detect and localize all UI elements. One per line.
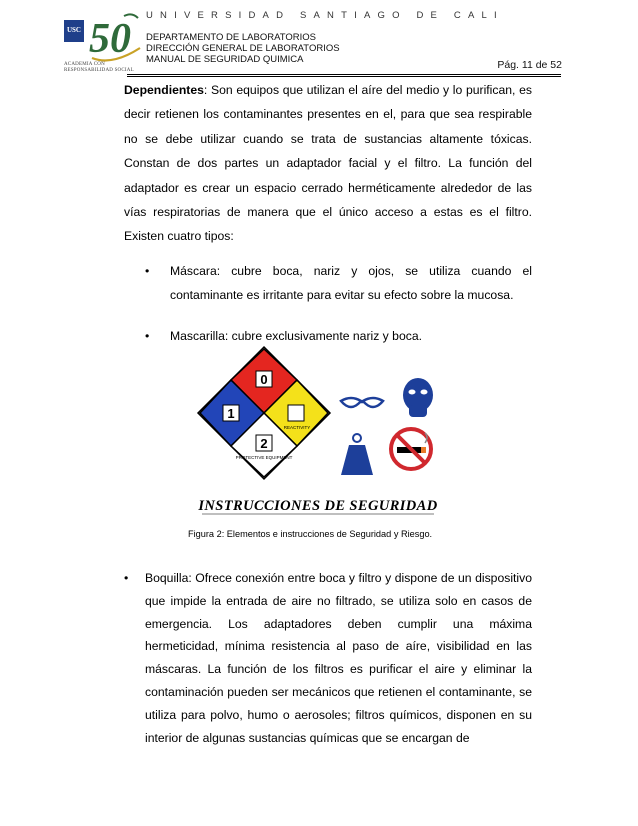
diamond-left-number: 1 bbox=[227, 406, 235, 421]
respirator-type-list bbox=[124, 259, 532, 348]
university-logo bbox=[62, 8, 147, 70]
logo-caption: ACADEMIA CON RESPONSABILIDAD SOCIAL bbox=[64, 62, 134, 73]
header-rule bbox=[127, 74, 561, 75]
list-item-text: Máscara: cubre boca, nariz y ojos, se utiliza cuando el contaminante es irritante para evitar su efecto sobre la mucosa. bbox=[170, 263, 532, 303]
lab-apron-icon bbox=[341, 434, 373, 475]
diamond-bottom-number: 2 bbox=[260, 436, 268, 451]
diamond-top-number: 0 bbox=[260, 372, 268, 387]
list-item bbox=[145, 259, 532, 308]
intro-text: : Son equipos que utilizan el aíre del medio y lo purifican, es decir retienen los contaminantes presentes en el, para que sea respirable no se debe utilizar cuando se trata de sustancias altamente tóxicas. Constan de dos partes un adaptador facial y el filtro. La función del adaptador es crear un espacio cerrado herméticamente alrededor de las vías respiratorias de manera que el único acceso a estas es el filtro. Existen cuatro tipos: bbox=[124, 83, 532, 244]
main-text bbox=[124, 78, 532, 364]
safety-goggles-icon bbox=[341, 398, 383, 407]
department-line-2: DIRECCIÓN GENERAL DE LABORATORIOS bbox=[146, 43, 340, 54]
safety-instructions-banner: INSTRUCCIONES DE SEGURIDAD bbox=[198, 498, 438, 514]
bullet-icon: • bbox=[124, 571, 129, 585]
university-name: UNIVERSIDAD SANTIAGO DE CALI bbox=[146, 10, 504, 21]
no-smoking-icon bbox=[391, 429, 431, 469]
safety-figure bbox=[196, 345, 440, 520]
boquilla-text: Boquilla: Ofrece conexión entre boca y filtro y dispone de un dispositivo que impide la entrada de aire no filtrado, se utiliza solo en casos de emergencia. Los adaptadores deben cumplir una máxima hermeticidad, mínima resistencia al paso de aíre, visibilidad en las máscaras. La función de los filtros es purificar el aire y eliminar la contaminación pueden ser mecánicos que retienen el contaminante, se utiliza para polvo, humo o aerosoles; filtros químicos, disponen en su interior de algunas sustancias químicas que se encargan de bbox=[145, 571, 532, 745]
term-dependientes: Dependientes bbox=[124, 83, 204, 97]
diamond-right-label: REACTIVITY bbox=[283, 425, 311, 430]
department-line-3: MANUAL DE SEGURIDAD QUIMICA bbox=[146, 54, 304, 65]
figure-caption: Figura 2: Elementos e instrucciones de Seguridad y Riesgo. bbox=[188, 529, 433, 539]
page-number: Pág. 11 de 52 bbox=[497, 59, 562, 71]
hazard-diamond-icon bbox=[198, 347, 330, 479]
bullet-icon: • bbox=[145, 328, 150, 343]
bullet-icon: • bbox=[145, 263, 150, 278]
header-rule-thick bbox=[127, 76, 561, 77]
logo-anniversary-number: 50 bbox=[89, 16, 131, 62]
gas-mask-icon bbox=[403, 378, 433, 417]
diamond-bottom-label: PROTECTIVE EQUIPMENT bbox=[235, 455, 293, 460]
list-item-text: Mascarilla: cubre exclusivamente nariz y boca. bbox=[170, 328, 422, 343]
intro-paragraph bbox=[124, 78, 532, 249]
document-header bbox=[62, 8, 562, 80]
department-line-1: DEPARTAMENTO DE LABORATORIOS bbox=[146, 32, 316, 43]
boquilla-item bbox=[124, 567, 532, 749]
logo-badge-text: USC bbox=[66, 26, 82, 34]
